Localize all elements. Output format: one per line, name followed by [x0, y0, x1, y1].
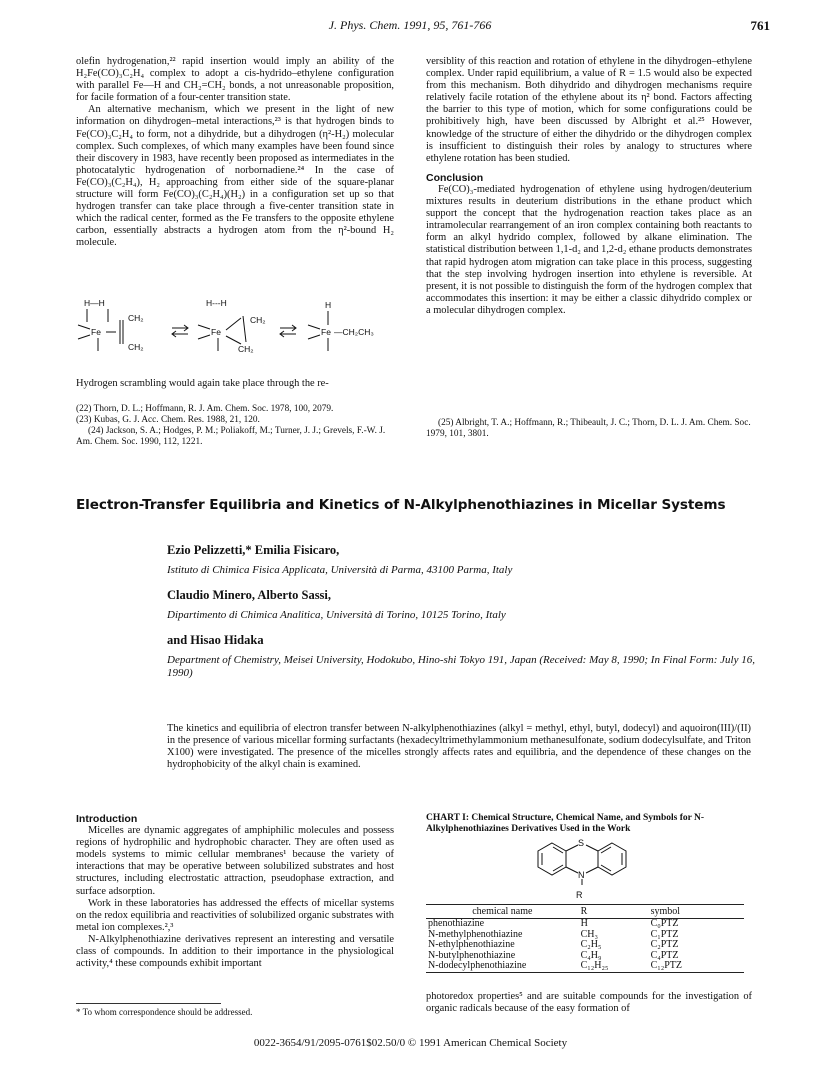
- page-number: 761: [750, 18, 770, 33]
- journal-citation: J. Phys. Chem. 1991, 95, 761-766: [328, 18, 492, 32]
- paragraph: N-Alkylphenothiazine derivatives represent an interesting and versatile class of compounds. In addition to their importance in the physiological activity,⁴ these compounds exhibit important: [76, 933, 394, 970]
- table-cell: N-methylphenothiazine: [428, 928, 523, 940]
- chart-one: [426, 813, 752, 973]
- footnotes-left: [76, 404, 394, 448]
- footnote: (23) Kubas, G. J. Acc. Chem. Res. 1988, 21, 120.: [76, 415, 260, 425]
- author-list: and Hisao Hidaka: [167, 633, 264, 647]
- scheme-label: Fe: [321, 327, 331, 337]
- paragraph: An alternative mechanism, which we present in the light of new information on dihydrogen–metal interactions,²³ is that hydrogen binds to Fe(CO)₃C₂H₄ to form, not a dihydride, but a dihydrogen (η²-H₂) molecular complex. Such complexes, of which many examples have been found since their discovery in 1983, have recently been proposed as intermediates in the photocatalytic hydrogenation of norbornadiene.²⁴ In the case of Fe(CO)₃(C₂H₄), H₂ approaching from either side of the square-planar structure will form Fe(CO)₃(C₂H₄)(H₂) in a configuration set up so that hydrogen transfer can take place through a five-center transition state in which the radical center, formed as the Fe transfers to the opposite ethylene carbon, essentially abstracts a hydrogen atom from the η²-bound H₂ molecule.: [76, 104, 394, 249]
- reaction-scheme: [76, 296, 394, 372]
- paragraph: versiblity of this reaction and rotation of ethylene in the dihydrogen–ethylene complex. Under rapid equilibrium, a value of R = 1.5 would also be expected from this mechanism. Both dihydrido and dihydrogen mechanisms require relatively facile rotation of the ethylene about its η² bond. Factors affecting the barrier to this type of motion, which for some configurations could be prohibitively high, have been discussed by Albright et al.²⁵ However, knowledge of the structure of either the dihydrido or the dihydrogen complex is insufficient to distinguish their roles by analogy to structures where ethylene rotation has been studied.: [426, 56, 752, 164]
- table-cell: CH₃: [580, 928, 599, 940]
- table-cell: C₂H₅: [580, 939, 602, 951]
- table-cell: C₂PTZ: [650, 939, 679, 951]
- footnote-rule: [76, 1003, 221, 1004]
- table-row: [426, 961, 744, 972]
- paragraph: photoredox properties⁵ and are suitable compounds for the investigation of organic radicals because of the easy formation of: [426, 991, 752, 1015]
- equilibrium-arrow: [280, 325, 296, 337]
- prev-article-left-continuation: [76, 378, 394, 390]
- equilibrium-arrow: [172, 325, 188, 337]
- scheme-label: —CH₂CH₃: [334, 327, 374, 337]
- table-cell: C₄PTZ: [650, 949, 679, 961]
- footnote-right: [426, 418, 752, 440]
- structure-label-s: S: [578, 838, 585, 848]
- phenothiazine-structure: [426, 835, 752, 889]
- scheme-label: Fe: [91, 327, 101, 337]
- scheme-label: Fe: [211, 327, 221, 337]
- column-header: chemical name: [426, 905, 579, 919]
- table-row: [426, 919, 744, 930]
- paragraph: Fe(CO)₃-mediated hydrogenation of ethylene using hydrogen/deuterium mixtures results in deuterium distributions in the ethane product which support the concept that the hydrogenation reaction takes place as an intramolecular rearrangement of an iron complex containing both reactants to form an alkyl hydrido complex, followed by alkane elimination. The statistical distribution between 1,1-d₂ and 1,2-d₂ ethane products demonstrates that rapid hydrogen atom migration can take place in this process, suggesting that the step involving hydrogen insertion into ethylene is reversible. At present, it is not possible to distinguish the form of the hydrogen complex that accommodates this insertion: it may be either a classic dihydrido complex or a molecular dihydrogen complex.: [426, 183, 752, 316]
- structure-label-n: N: [578, 870, 585, 880]
- affiliation: Dipartimento di Chimica Analitica, Università di Torino, 10125 Torino, Italy: [167, 609, 506, 621]
- paragraph: Work in these laboratories has addressed the effects of micellar systems on the redox equilibria and reactivities of solubilized organic substrates with metal ion complexes.²,³: [76, 897, 394, 933]
- table-header-row: [426, 905, 744, 919]
- chemical-table: [426, 904, 744, 973]
- author-block: [167, 543, 757, 680]
- table-cell: C₁₂H₂₅: [579, 961, 649, 972]
- footnote: (25) Albright, T. A.; Hoffmann, R.; Thibeault, J. C.; Thorn, D. L. J. Am. Chem. Soc. 1979, 101, 3801.: [426, 418, 751, 439]
- scheme-label: CH₂: [238, 344, 254, 354]
- table-cell: N-butylphenothiazine: [428, 949, 516, 961]
- prev-article-right-column: [426, 56, 752, 317]
- column-header: R: [579, 905, 649, 919]
- footnote: (24) Jackson, S. A.; Hodges, P. M.; Poliakoff, M.; Turner, J. J.; Grevels, F.-W. J. Am. Chem. Soc. 1990, 112, 1221.: [76, 426, 386, 447]
- correspondence-footnote: [76, 1003, 394, 1017]
- affiliation: Istituto di Chimica Fisica Applicata, Università di Parma, 43100 Parma, Italy: [167, 564, 513, 576]
- correspondence-note: * To whom correspondence should be addressed.: [76, 1007, 253, 1017]
- structure-label-r: R: [576, 890, 583, 900]
- prev-article-left-column: [76, 56, 394, 250]
- article-title: Electron-Transfer Equilibria and Kinetics of N-Alkylphenothiazines in Micellar Systems: [76, 497, 726, 513]
- scheme-label: CH₂: [250, 315, 266, 325]
- column-header: symbol: [649, 905, 744, 919]
- table-cell: phenothiazine: [428, 918, 485, 929]
- page-footer: 0022-3654/91/2095-0761$02.50/0 © 1991 American Chemical Society: [253, 1037, 568, 1049]
- scheme-label: H: [325, 300, 332, 310]
- right-column-continuation: [426, 991, 752, 1015]
- scheme-label: CH₂: [128, 313, 144, 323]
- scheme-label: CH₂: [128, 342, 144, 352]
- paragraph: Micelles are dynamic aggregates of amphiphilic molecules and possess regions of hydrophilic and hydrophobic character. They are often used as models systems to mimic cellular membranes¹ because the variety of interactions that may be operative between solubilized substrates and host structures, including electrostatic attraction, pseudophase extraction, and surface adsorption.: [76, 825, 394, 897]
- introduction-heading: Introduction: [76, 813, 138, 825]
- table-cell: C₄H₉: [580, 949, 602, 961]
- affiliation: Department of Chemistry, Meisei University, Hodokubo, Hino-shi Tokyo 191, Japan (Received: May 8, 1990; In Final Form: July 16, 1990): [167, 654, 755, 679]
- paragraph: Hydrogen scrambling would again take place through the re-: [76, 378, 329, 389]
- table-cell: N-dodecylphenothiazine: [426, 961, 579, 972]
- chart-title: CHART I: Chemical Structure, Chemical Name, and Symbols for N-Alkylphenothiazines Derivatives Used in the Work: [426, 813, 705, 834]
- footnote: (22) Thorn, D. L.; Hoffmann, R. J. Am. Chem. Soc. 1978, 100, 2079.: [76, 404, 334, 414]
- table-cell: C₀PTZ: [650, 918, 679, 929]
- table-cell: C₁₂PTZ: [649, 961, 744, 972]
- table-cell: H: [580, 918, 588, 929]
- paragraph: olefin hydrogenation,²² rapid insertion would imply an ability of the H₂Fe(CO)₃C₂H₄ complex to adopt a cis-hydrido–ethylene configuration with parallel Fe—H and CH₂=CH₂ bonds, a not unreasonable proposition, for facile formation of a four-center transition state.: [76, 56, 394, 104]
- author-list: Claudio Minero, Alberto Sassi,: [167, 588, 332, 602]
- author-list: Ezio Pelizzetti,* Emilia Fisicaro,: [167, 543, 340, 557]
- conclusion-heading: Conclusion: [426, 171, 484, 184]
- abstract: The kinetics and equilibria of electron transfer between N-alkylphenothiazines (alkyl = methyl, ethyl, butyl, dodecyl) and aquoiron(III)/(II) in the presence of various micellar forming surfactants (hexadecyltrimethylammonium methanesulfonate, sodium dodecylsulfate, and Triton X100) were investigated. The presence of the micelles strongly affects rates and equilibria, and the dependence of these changes on the hydrophobicity of the alkyl chain is examined.: [167, 723, 751, 771]
- scheme-label: H—H: [84, 298, 105, 308]
- scheme-label: H---H: [206, 298, 227, 308]
- table-cell: N-ethylphenothiazine: [428, 939, 515, 951]
- introduction-column: [76, 813, 394, 970]
- table-cell: C₁PTZ: [650, 928, 679, 940]
